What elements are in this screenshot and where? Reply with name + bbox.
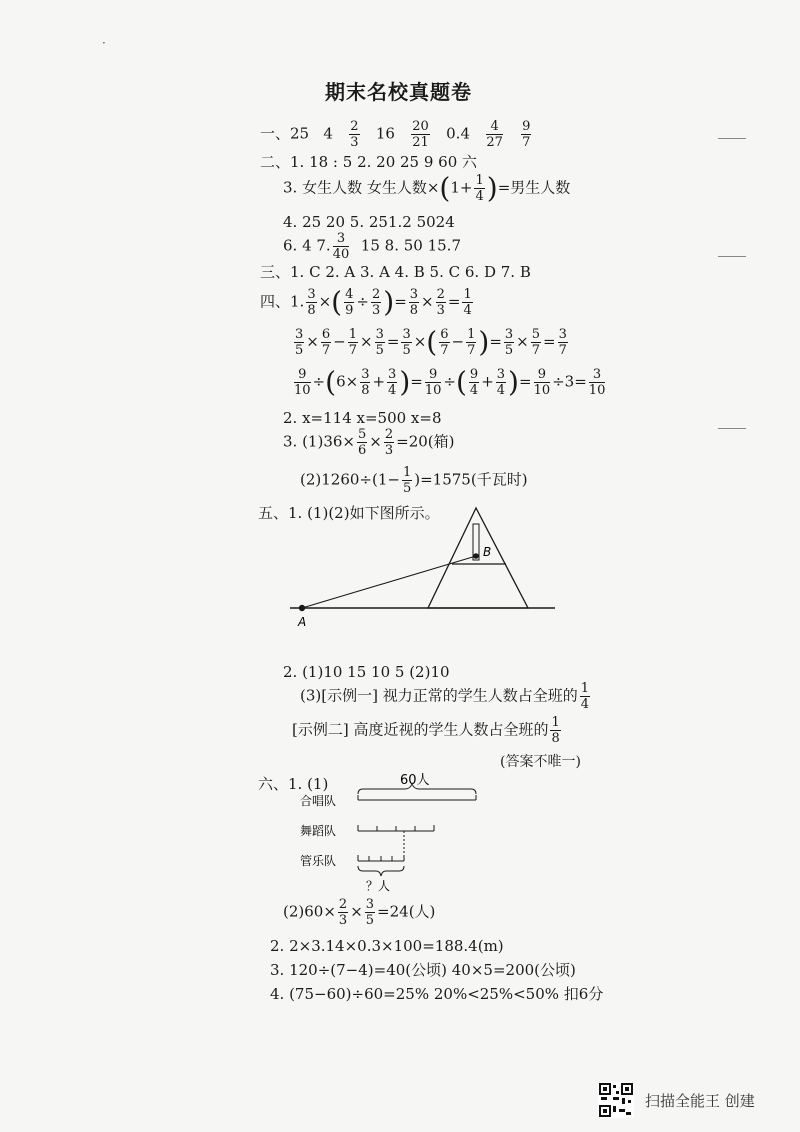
answer-line-s4-3: $\frac{9}{10}$ ÷(6× $\frac{3}{8}$ + $\frac{3}{4}$ )= $\frac{9}{10}$ ÷( $\frac{9}{4}$ + $\frac{3}{4}$ )= $\frac{9}{10}$ ÷3= $\frac{3}{10}$	[294, 365, 606, 399]
answer-line-s6-2: (2)60× $\frac{2}{3}$ × $\frac{3}{5}$ =24(人)	[283, 897, 436, 928]
answer-line-s4-4: 2. x=114 x=500 x=8	[283, 409, 442, 427]
row-label-band: 管乐队	[300, 854, 337, 868]
bottom-brace	[358, 866, 404, 876]
answer-line-s5-4: [示例二] 高度近视的学生人数占全班的 $\frac{1}{8}$	[292, 715, 560, 746]
answer-line-s2-1: 二、1. 18 : 5 2. 20 25 9 60 六	[260, 153, 478, 171]
answer-line-s3: 三、1. C 2. A 3. A 4. B 5. C 6. D 7. B	[260, 263, 531, 281]
triangle-shape	[428, 508, 528, 608]
answer-line-s2-6: 6. 4 7. $\frac{3}{40}$ 15 8. 50 15.7	[283, 231, 461, 262]
total-label: 60人	[400, 773, 430, 788]
answer-line-s5-2: 2. (1)10 15 10 5 (2)10	[283, 663, 450, 681]
page-title: 期末名校真题卷	[325, 80, 472, 104]
row-label-choir: 合唱队	[300, 794, 337, 808]
answer-line-s2-4: 4. 25 20 5. 251.2 5024	[283, 213, 455, 231]
label-a: A	[298, 615, 307, 629]
answer-line-s1: 一、25 4 $\frac{2}{3}$ 16 $\frac{20}{21}$ 0.4 $\frac{4}{27}$ $\frac{9}{7}$	[260, 119, 531, 150]
answer-line-s2-3: 3. 女生人数 女生人数×(1+ $\frac{1}{4}$ )=男生人数	[283, 171, 571, 205]
answer-line-s6-3: 2. 2×3.14×0.3×100=188.4(m)	[270, 937, 504, 955]
unknown-label: ？人	[366, 879, 391, 893]
geometry-figure	[280, 500, 570, 640]
answer-line-s4-1: 四、1. $\frac{3}{8}$ ×( $\frac{4}{9}$ ÷ $\frac{2}{3}$ )= $\frac{3}{8}$ × $\frac{2}{3}$ = $\frac{1}{4}$	[260, 285, 472, 319]
answer-line-s4-5: 3. (1)36× $\frac{5}{6}$ × $\frac{2}{3}$ =20(箱)	[283, 427, 455, 458]
row-label-dance: 舞蹈队	[300, 824, 337, 838]
answer-line-s6-1: 六、1. (1)	[258, 775, 329, 793]
point-a	[299, 605, 305, 611]
qr-code-icon	[598, 1082, 634, 1118]
answer-line-s5-1: 五、1. (1)(2)如下图所示。	[258, 504, 440, 522]
label-b: B	[483, 545, 492, 559]
answer-line-s5-3: (3)[示例一] 视力正常的学生人数占全班的 $\frac{1}{4}$	[300, 681, 590, 712]
sight-line	[302, 556, 476, 608]
answer-line-s6-5: 4. (75−60)÷60=25% 20%<25%<50% 扣6分	[270, 985, 604, 1003]
watermark-text: 扫描全能王 创建	[645, 1092, 755, 1110]
answer-note: (答案不唯一)	[500, 754, 581, 770]
answer-line-s6-4: 3. 120÷(7−4)=40(公顷) 40×5=200(公顷)	[270, 961, 576, 979]
answer-line-s4-2: $\frac{3}{5}$ × $\frac{6}{7}$ − $\frac{1}{7}$ × $\frac{3}{5}$ = $\frac{3}{5}$ ×( $\frac{6}{7}$ − $\frac{1}{7}$ )= $\frac{3}{5}$ × $\frac{5}{7}$ = $\frac{3}{7}$	[295, 325, 567, 359]
point-b	[473, 553, 479, 559]
line-segment-diagram	[300, 770, 500, 900]
answer-line-s4-6: (2)1260÷(1− $\frac{1}{5}$ )=1575(千瓦时)	[300, 465, 528, 496]
